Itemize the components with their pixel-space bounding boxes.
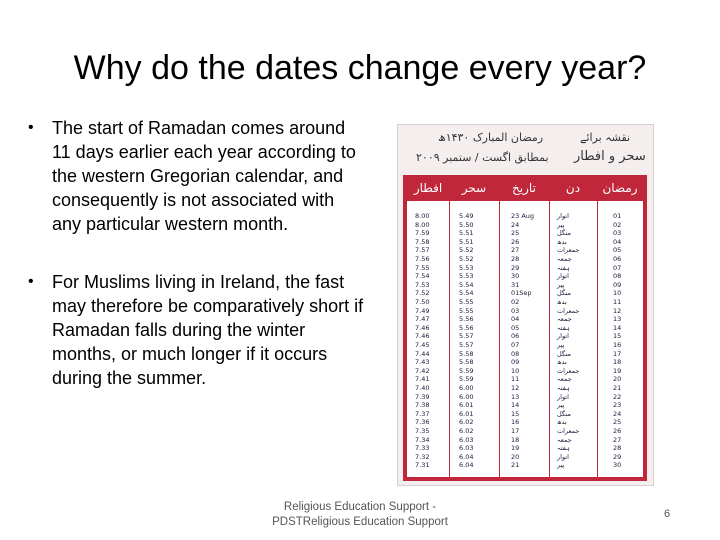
slide-footer: Religious Education Support - PDSTReligious Education Support xyxy=(272,501,448,528)
date-cell: 04 xyxy=(511,315,520,324)
bullet-item xyxy=(28,116,368,236)
day-cell: ہفتہ xyxy=(557,384,570,392)
ramadan-day-cell: 23 xyxy=(613,401,622,410)
sehri-cell: 5.52 xyxy=(459,246,474,255)
iftar-cell: 7.47 xyxy=(415,315,430,324)
ramadan-day-cell: 25 xyxy=(613,418,622,427)
iftar-cell: 7.37 xyxy=(415,409,430,418)
ramadan-day-cell: 20 xyxy=(613,375,622,384)
iftar-cell: 7.38 xyxy=(415,401,430,410)
date-cell: 20 xyxy=(511,452,520,461)
day-cell: جمعہ xyxy=(557,375,572,384)
sehri-cell: 5.55 xyxy=(459,306,474,315)
date-cell: 18 xyxy=(511,435,520,444)
iftar-cell: 7.53 xyxy=(415,280,430,289)
date-cell: 29 xyxy=(511,263,520,272)
day-cell: منگل xyxy=(557,409,571,418)
day-cell: بدھ xyxy=(557,358,567,367)
day-cell: بدھ xyxy=(557,298,567,306)
date-cell: 27 xyxy=(511,246,520,255)
ramadan-day-cell: 02 xyxy=(613,220,622,229)
ramadan-day-cell: 30 xyxy=(613,461,622,470)
date-cell: 14 xyxy=(511,401,520,410)
column-header-ramadan: رمضان xyxy=(602,181,638,195)
day-cell: جمعرات xyxy=(557,306,580,315)
date-cell: 16 xyxy=(511,418,520,427)
date-cell: 08 xyxy=(511,349,520,358)
sehri-cell: 6.01 xyxy=(459,401,474,410)
date-cell: 19 xyxy=(511,444,520,453)
ramadan-day-cell: 13 xyxy=(613,315,622,324)
bullet-item xyxy=(28,270,368,390)
column-header-date: تاریخ xyxy=(512,181,536,195)
timetable-header-mid-line: رمضان المبارک ۱۴۳۰ھ xyxy=(438,131,544,144)
sehri-cell: 5.53 xyxy=(459,272,474,281)
day-cell: پیر xyxy=(557,341,565,349)
date-cell: 12 xyxy=(511,384,520,392)
iftar-cell: 7.56 xyxy=(415,255,430,263)
ramadan-day-cell: 12 xyxy=(613,306,622,315)
day-cell: اتوار xyxy=(557,212,569,220)
date-cell: 01Sep xyxy=(511,289,532,298)
bullet-dot: • xyxy=(28,119,34,136)
ramadan-day-cell: 03 xyxy=(613,229,622,238)
bullet-list xyxy=(28,116,368,390)
day-cell: منگل xyxy=(557,289,571,298)
iftar-cell: 7.35 xyxy=(415,427,430,435)
date-cell: 26 xyxy=(511,237,520,246)
ramadan-day-cell: 15 xyxy=(613,332,622,341)
iftar-cell: 7.49 xyxy=(415,306,430,315)
sehri-cell: 5.58 xyxy=(459,349,474,358)
day-cell: ہفتہ xyxy=(557,444,570,453)
timetable-table xyxy=(403,175,647,481)
day-cell: اتوار xyxy=(557,452,569,461)
day-cell: پیر xyxy=(557,461,565,470)
sehri-cell: 6.03 xyxy=(459,435,474,444)
iftar-cell: 7.44 xyxy=(415,349,430,358)
sehri-cell: 6.02 xyxy=(459,418,474,427)
iftar-cell: 7.59 xyxy=(415,229,430,238)
day-cell: جمعہ xyxy=(557,255,572,263)
iftar-cell: 7.58 xyxy=(415,237,430,246)
timetable-header-mid-line: بمطابق اگست / ستمبر ۲۰۰۹ xyxy=(416,151,549,164)
day-cell: پیر xyxy=(557,220,565,229)
ramadan-day-cell: 19 xyxy=(613,366,622,375)
page-number: 6 xyxy=(664,508,671,520)
ramadan-day-cell: 22 xyxy=(613,392,622,401)
day-cell: جمعہ xyxy=(557,315,572,324)
ramadan-day-cell: 28 xyxy=(613,444,622,453)
iftar-cell: 7.43 xyxy=(415,358,430,367)
date-cell: 11 xyxy=(511,375,520,384)
ramadan-day-cell: 27 xyxy=(613,435,622,444)
day-cell: پیر xyxy=(557,280,565,289)
iftar-cell: 7.41 xyxy=(415,375,430,384)
slide-title: Why do the dates change every year? xyxy=(73,49,647,87)
column-header-iftar: افطار xyxy=(413,181,443,195)
ramadan-day-cell: 04 xyxy=(613,237,622,246)
iftar-cell: 7.46 xyxy=(415,332,430,341)
iftar-cell: 7.39 xyxy=(415,392,430,401)
sehri-cell: 5.51 xyxy=(459,229,474,238)
ramadan-day-cell: 26 xyxy=(613,427,622,435)
sehri-cell: 5.52 xyxy=(459,255,474,263)
date-cell: 15 xyxy=(511,409,520,418)
ramadan-day-cell: 14 xyxy=(613,323,622,332)
column-header-sehri: سحر xyxy=(461,181,487,195)
iftar-cell: 7.33 xyxy=(415,444,430,453)
date-cell: 24 xyxy=(511,220,520,229)
day-cell: بدھ xyxy=(557,418,567,427)
date-cell: 13 xyxy=(511,392,520,401)
day-cell: اتوار xyxy=(557,392,569,401)
ramadan-day-cell: 16 xyxy=(613,341,622,349)
iftar-cell: 7.32 xyxy=(415,452,430,461)
iftar-cell: 7.36 xyxy=(415,418,430,427)
ramadan-day-cell: 11 xyxy=(613,298,622,306)
ramadan-day-cell: 18 xyxy=(613,358,622,367)
date-cell: 10 xyxy=(511,366,520,375)
bullet-dot: • xyxy=(28,273,34,290)
date-cell: 23 Aug xyxy=(511,212,535,220)
bullet-text: For Muslims living in Ireland, the fast may therefore be comparatively short if Ramadan falls during the winter months, or much longer if it occurs during the summer. xyxy=(52,272,364,388)
timetable-header xyxy=(398,125,653,175)
timetable-header-right-line: سحر و افطار xyxy=(574,149,646,164)
sehri-cell: 6.04 xyxy=(459,452,474,461)
date-cell: 05 xyxy=(511,323,520,332)
sehri-cell: 5.59 xyxy=(459,366,474,375)
sehri-cell: 6.00 xyxy=(459,384,474,392)
sehri-cell: 5.53 xyxy=(459,263,474,272)
date-cell: 21 xyxy=(511,461,520,470)
iftar-cell: 7.55 xyxy=(415,263,430,272)
sehri-cell: 6.01 xyxy=(459,409,474,418)
iftar-cell: 7.50 xyxy=(415,298,430,306)
timetable-body xyxy=(407,201,643,477)
date-cell: 31 xyxy=(511,280,520,289)
date-cell: 25 xyxy=(511,229,520,238)
sehri-cell: 5.50 xyxy=(459,220,474,229)
iftar-cell: 7.54 xyxy=(415,272,430,281)
iftar-cell: 8.00 xyxy=(415,220,430,229)
day-cell: پیر xyxy=(557,401,565,410)
day-cell: جمعرات xyxy=(557,246,580,255)
ramadan-day-cell: 07 xyxy=(613,263,622,272)
iftar-cell: 7.52 xyxy=(415,289,430,298)
sehri-cell: 5.57 xyxy=(459,341,474,349)
bullet-text: The start of Ramadan comes around 11 days earlier each year according to the western Gregorian calendar, and consequently is not associated with any particular western month. xyxy=(52,118,356,234)
sehri-cell: 5.51 xyxy=(459,237,474,246)
date-cell: 30 xyxy=(511,272,520,281)
date-cell: 03 xyxy=(511,306,520,315)
sehri-cell: 5.54 xyxy=(459,289,474,298)
iftar-cell: 7.31 xyxy=(415,461,430,470)
date-cell: 06 xyxy=(511,332,520,341)
ramadan-day-cell: 08 xyxy=(613,272,622,281)
sehri-cell: 5.54 xyxy=(459,280,474,289)
iftar-cell: 7.45 xyxy=(415,341,430,349)
date-cell: 28 xyxy=(511,255,520,263)
ramadan-day-cell: 10 xyxy=(613,289,622,298)
day-cell: جمعرات xyxy=(557,427,580,435)
ramadan-day-cell: 05 xyxy=(613,246,622,255)
day-cell: منگل xyxy=(557,349,571,358)
iftar-cell: 7.40 xyxy=(415,384,430,392)
day-cell: ہفتہ xyxy=(557,323,570,332)
day-cell: منگل xyxy=(557,229,571,238)
ramadan-day-cell: 21 xyxy=(613,384,622,392)
ramadan-day-cell: 24 xyxy=(613,409,622,418)
sehri-cell: 5.59 xyxy=(459,375,474,384)
date-cell: 07 xyxy=(511,341,520,349)
sehri-cell: 5.55 xyxy=(459,298,474,306)
date-cell: 17 xyxy=(511,427,520,435)
sehri-cell: 5.49 xyxy=(459,212,474,220)
day-cell: بدھ xyxy=(557,237,567,246)
ramadan-day-cell: 17 xyxy=(613,349,622,358)
timetable-header-right-line: نقشہ برائے xyxy=(580,131,631,144)
ramadan-day-cell: 06 xyxy=(613,255,622,263)
sehri-cell: 5.56 xyxy=(459,315,474,324)
column-header-day: دن xyxy=(565,181,581,195)
sehri-cell: 5.58 xyxy=(459,358,474,367)
sehri-cell: 6.02 xyxy=(459,427,474,435)
column-divider xyxy=(499,201,550,477)
iftar-cell: 8.00 xyxy=(415,212,430,220)
date-cell: 02 xyxy=(511,298,520,306)
iftar-cell: 7.34 xyxy=(415,435,430,444)
day-cell: جمعہ xyxy=(557,435,572,444)
ramadan-day-cell: 01 xyxy=(613,212,622,220)
iftar-cell: 7.46 xyxy=(415,323,430,332)
sehri-cell: 6.00 xyxy=(459,392,474,401)
day-cell: اتوار xyxy=(557,272,569,281)
day-cell: جمعرات xyxy=(557,366,580,375)
sehri-cell: 5.56 xyxy=(459,323,474,332)
date-cell: 09 xyxy=(511,358,520,367)
ramadan-timetable-image xyxy=(397,124,654,486)
day-cell: ہفتہ xyxy=(557,263,570,272)
iftar-cell: 7.57 xyxy=(415,246,430,255)
column-divider xyxy=(449,201,500,477)
sehri-cell: 6.03 xyxy=(459,444,474,453)
day-cell: اتوار xyxy=(557,332,569,341)
ramadan-day-cell: 09 xyxy=(613,280,622,289)
ramadan-day-cell: 29 xyxy=(613,452,622,461)
iftar-cell: 7.42 xyxy=(415,366,430,375)
sehri-cell: 5.57 xyxy=(459,332,474,341)
sehri-cell: 6.04 xyxy=(459,461,474,470)
